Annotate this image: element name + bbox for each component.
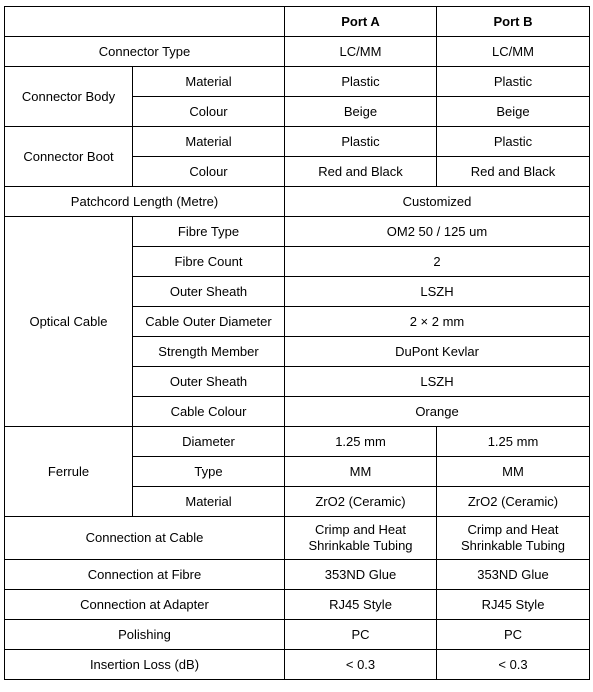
connector-type-b: LC/MM	[437, 37, 590, 67]
connection-at-fibre-a: 353ND Glue	[285, 560, 437, 590]
connector-body-material-a: Plastic	[285, 67, 437, 97]
connection-at-fibre-b: 353ND Glue	[437, 560, 590, 590]
optical-cable-label: Optical Cable	[5, 217, 133, 427]
connector-body-material-label: Material	[133, 67, 285, 97]
connection-at-cable-a	[285, 517, 437, 560]
ferrule-row-b: ZrO2 (Ceramic)	[437, 487, 590, 517]
insertion-loss-label: Insertion Loss (dB)	[5, 650, 285, 680]
ferrule-row-a: 1.25 mm	[285, 427, 437, 457]
connection-at-cable-b-line: Crimp and Heat	[467, 522, 559, 537]
ferrule-row-label: Material	[133, 487, 285, 517]
connection-at-cable-a-line: Shrinkable Tubing	[308, 538, 413, 553]
connector-body-material-b: Plastic	[437, 67, 590, 97]
polishing-label: Polishing	[5, 620, 285, 650]
connector-body-colour-b: Beige	[437, 97, 590, 127]
optical-cable-row-value: 2 × 2 mm	[285, 307, 590, 337]
connector-type-a: LC/MM	[285, 37, 437, 67]
connector-boot-material-b: Plastic	[437, 127, 590, 157]
connector-body-label: Connector Body	[5, 67, 133, 127]
optical-cable-row-value: 2	[285, 247, 590, 277]
spec-table	[4, 6, 590, 680]
table-row	[5, 590, 590, 620]
table-row	[5, 560, 590, 590]
optical-cable-row-value: LSZH	[285, 277, 590, 307]
header-row	[5, 7, 590, 37]
ferrule-row-b: MM	[437, 457, 590, 487]
connector-boot-label: Connector Boot	[5, 127, 133, 187]
connector-boot-material-label: Material	[133, 127, 285, 157]
table-row	[5, 187, 590, 217]
ferrule-row-b: 1.25 mm	[437, 427, 590, 457]
port-a-header: Port A	[285, 7, 437, 37]
connector-boot-colour-a: Red and Black	[285, 157, 437, 187]
optical-cable-row-value: DuPont Kevlar	[285, 337, 590, 367]
table-row	[5, 127, 590, 157]
table-row	[5, 517, 590, 560]
connection-at-adapter-b: RJ45 Style	[437, 590, 590, 620]
connection-at-cable-a-line: Crimp and Heat	[314, 522, 407, 537]
port-b-header: Port B	[437, 7, 590, 37]
table-row	[5, 650, 590, 680]
connector-body-colour-label: Colour	[133, 97, 285, 127]
connection-at-cable-label: Connection at Cable	[5, 517, 285, 560]
optical-cable-row-value: OM2 50 / 125 um	[285, 217, 590, 247]
insertion-loss-a: < 0.3	[285, 650, 437, 680]
ferrule-row-label: Diameter	[133, 427, 285, 457]
connection-at-cable-b-line: Shrinkable Tubing	[460, 538, 566, 553]
connector-boot-material-a: Plastic	[285, 127, 437, 157]
table-row	[5, 37, 590, 67]
optical-cable-row-label: Fibre Type	[133, 217, 285, 247]
optical-cable-row-label: Strength Member	[133, 337, 285, 367]
optical-cable-row-label: Fibre Count	[133, 247, 285, 277]
optical-cable-row-label: Outer Sheath	[133, 277, 285, 307]
connector-body-colour-a: Beige	[285, 97, 437, 127]
ferrule-label: Ferrule	[5, 427, 133, 517]
ferrule-row-a: ZrO2 (Ceramic)	[285, 487, 437, 517]
table-row	[5, 217, 590, 247]
polishing-a: PC	[285, 620, 437, 650]
connector-boot-colour-label: Colour	[133, 157, 285, 187]
table-row	[5, 620, 590, 650]
ferrule-row-a: MM	[285, 457, 437, 487]
table-row	[5, 67, 590, 97]
header-blank-cell	[5, 7, 285, 37]
connection-at-fibre-label: Connection at Fibre	[5, 560, 285, 590]
ferrule-row-label: Type	[133, 457, 285, 487]
optical-cable-row-label: Outer Sheath	[133, 367, 285, 397]
optical-cable-row-label: Cable Colour	[133, 397, 285, 427]
connector-type-label: Connector Type	[5, 37, 285, 67]
connection-at-cable-b	[437, 517, 590, 560]
optical-cable-row-value: LSZH	[285, 367, 590, 397]
optical-cable-row-value: Orange	[285, 397, 590, 427]
connection-at-adapter-a: RJ45 Style	[285, 590, 437, 620]
insertion-loss-b: < 0.3	[437, 650, 590, 680]
connector-boot-colour-b: Red and Black	[437, 157, 590, 187]
patchcord-length-label: Patchcord Length (Metre)	[5, 187, 285, 217]
optical-cable-row-label: Cable Outer Diameter	[133, 307, 285, 337]
connection-at-adapter-label: Connection at Adapter	[5, 590, 285, 620]
polishing-b: PC	[437, 620, 590, 650]
table-row	[5, 427, 590, 457]
patchcord-length-value: Customized	[285, 187, 590, 217]
